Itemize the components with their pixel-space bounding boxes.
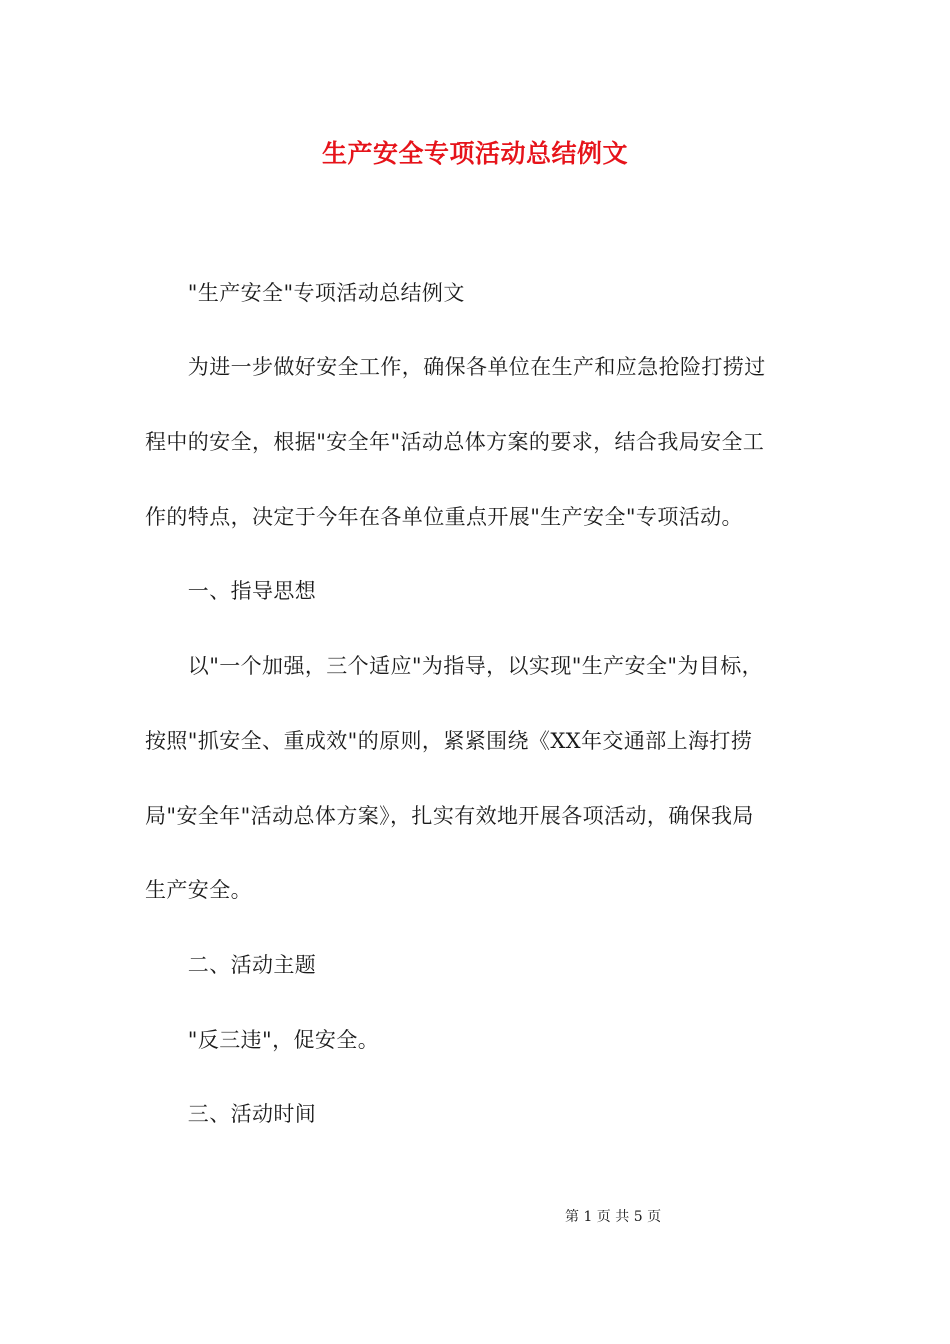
paragraph-line: 作的特点，决定于今年在各单位重点开展"生产安全"专项活动。	[145, 505, 743, 529]
paragraph-line: 生产安全。	[145, 878, 252, 902]
paragraph-line: 局"安全年"活动总体方案》，扎实有效地开展各项活动，确保我局	[145, 804, 754, 828]
section-heading: 二、活动主题	[145, 953, 317, 977]
document-title: 生产安全专项活动总结例文	[321, 139, 628, 168]
paragraph-line: 程中的安全，根据"安全年"活动总体方案的要求，结合我局安全工	[145, 430, 765, 454]
paragraph-line: 按照"抓安全、重成效"的原则，紧紧围绕《XX年交通部上海打捞	[145, 729, 753, 753]
paragraph-line: "反三违"，促安全。	[145, 1028, 380, 1052]
paragraph-line: 为进一步做好安全工作，确保各单位在生产和应急抢险打捞过	[145, 355, 766, 379]
section-heading: 一、指导思想	[145, 579, 317, 603]
section-heading: 三、活动时间	[145, 1102, 317, 1126]
paragraph-line: 以"一个加强，三个适应"为指导，以实现"生产安全"为目标，	[145, 654, 764, 678]
page-number: 第 1 页 共 5 页	[565, 1209, 662, 1225]
paragraph-line: "生产安全"专项活动总结例文	[145, 281, 465, 305]
